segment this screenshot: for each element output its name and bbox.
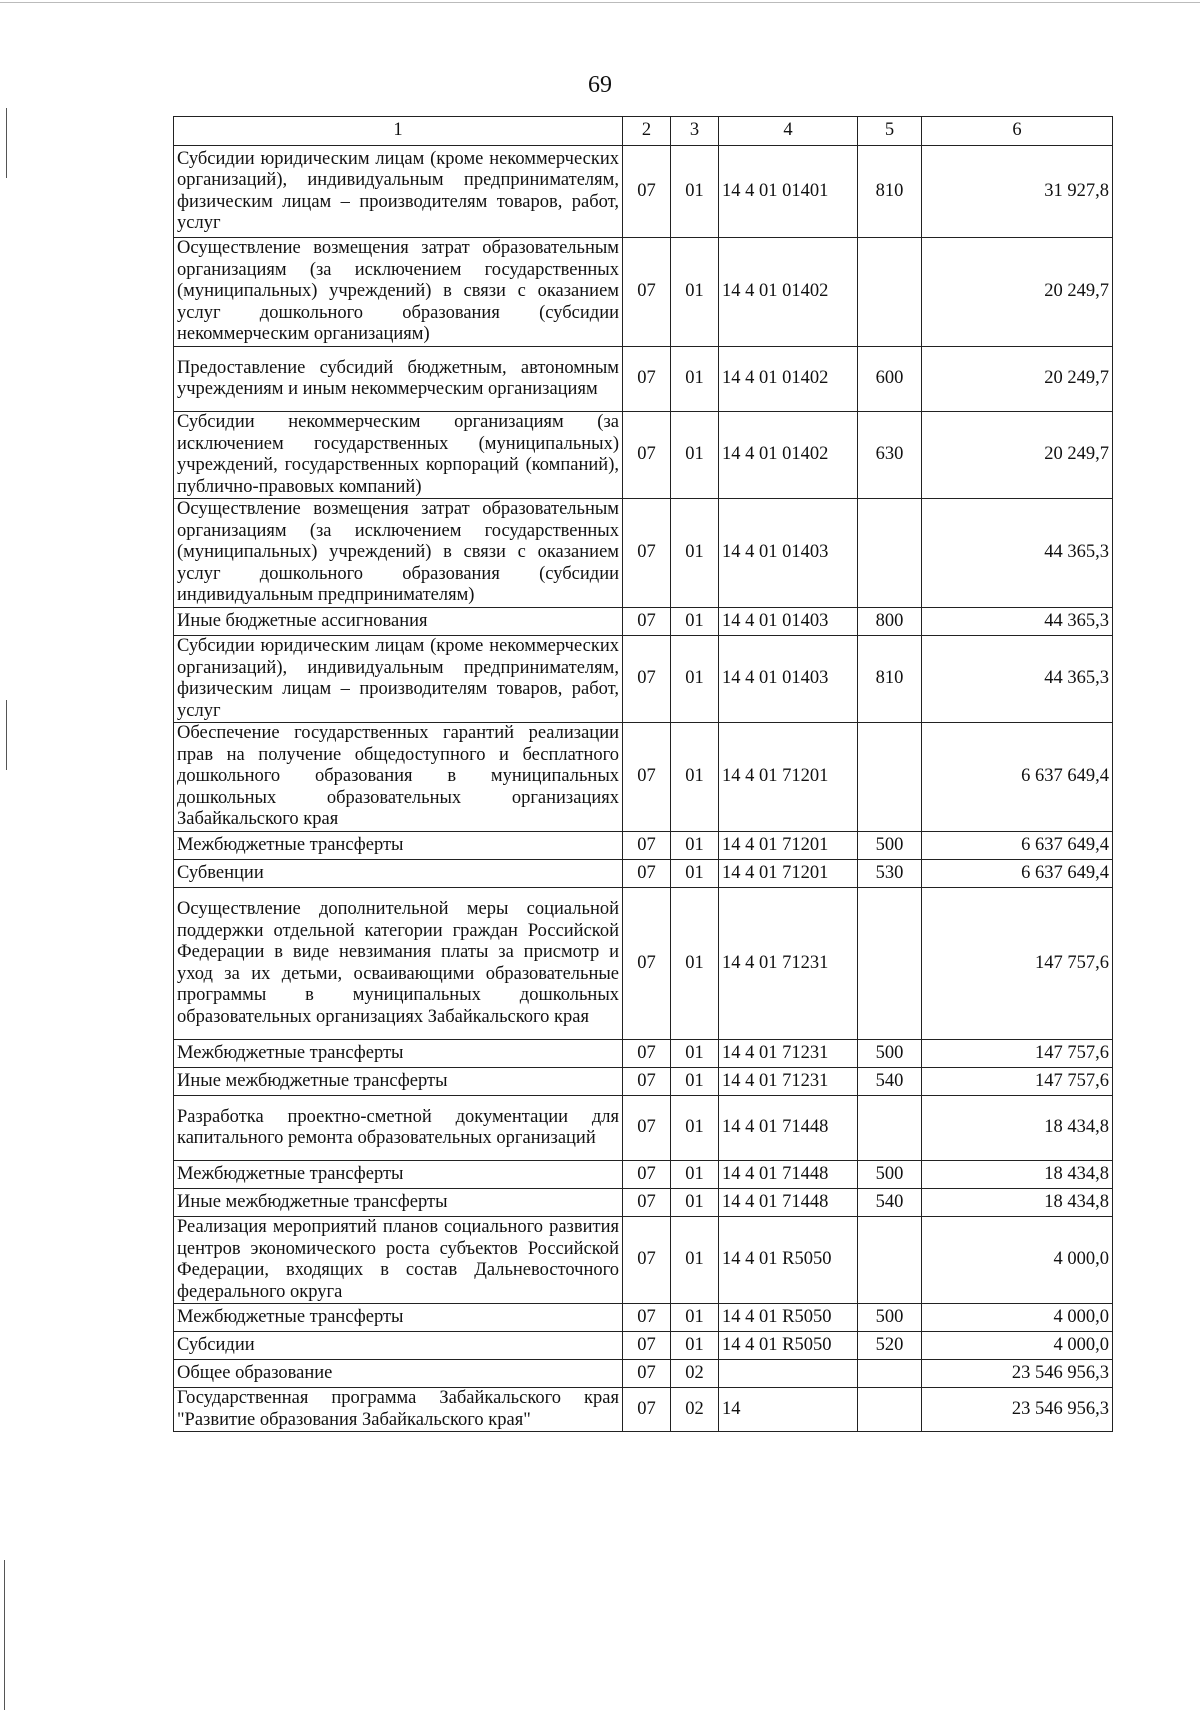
target-article-cell: 14 4 01 71448 xyxy=(719,1096,858,1161)
target-article-cell: 14 4 01 01403 xyxy=(719,636,858,723)
amount-cell: 18 434,8 xyxy=(922,1161,1113,1189)
section-code-cell: 07 xyxy=(623,860,671,888)
amount-cell: 147 757,6 xyxy=(922,888,1113,1040)
table-row xyxy=(174,499,1113,608)
target-article-cell: 14 4 01 71201 xyxy=(719,832,858,860)
page-number: 69 xyxy=(588,72,612,98)
amount-cell: 20 249,7 xyxy=(922,412,1113,499)
amount-cell: 147 757,6 xyxy=(922,1040,1113,1068)
target-article-cell: 14 4 01 R5050 xyxy=(719,1332,858,1360)
table-row xyxy=(174,1040,1113,1068)
table-row xyxy=(174,860,1113,888)
section-code-cell: 07 xyxy=(623,1161,671,1189)
target-article-cell xyxy=(719,1360,858,1388)
subsection-code-cell: 01 xyxy=(671,412,719,499)
table-row xyxy=(174,146,1113,238)
section-code-cell: 07 xyxy=(623,1189,671,1217)
expense-type-cell xyxy=(858,1360,922,1388)
subsection-code-cell: 01 xyxy=(671,347,719,412)
header-cell: 1 xyxy=(174,117,623,146)
amount-cell: 6 637 649,4 xyxy=(922,723,1113,832)
subsection-code-cell: 01 xyxy=(671,608,719,636)
subsection-code-cell: 01 xyxy=(671,1068,719,1096)
amount-cell: 20 249,7 xyxy=(922,347,1113,412)
table-row xyxy=(174,1189,1113,1217)
expense-type-cell xyxy=(858,1217,922,1304)
section-code-cell: 07 xyxy=(623,499,671,608)
row-name-cell: Предоставление субсидий бюджетным, автономным учреждениям и иным некоммерческим организациям xyxy=(174,347,623,412)
scan-top-edge xyxy=(0,2,1200,3)
section-code-cell: 07 xyxy=(623,1388,671,1432)
table-row xyxy=(174,1068,1113,1096)
target-article-cell: 14 4 01 R5050 xyxy=(719,1217,858,1304)
subsection-code-cell: 01 xyxy=(671,1096,719,1161)
amount-cell: 18 434,8 xyxy=(922,1096,1113,1161)
section-code-cell: 07 xyxy=(623,1304,671,1332)
row-name-cell: Субвенции xyxy=(174,860,623,888)
target-article-cell: 14 4 01 71231 xyxy=(719,1068,858,1096)
section-code-cell: 07 xyxy=(623,1096,671,1161)
expense-type-cell: 500 xyxy=(858,1161,922,1189)
section-code-cell: 07 xyxy=(623,1217,671,1304)
header-cell: 3 xyxy=(671,117,719,146)
row-name-cell: Иные бюджетные ассигнования xyxy=(174,608,623,636)
expense-type-cell: 530 xyxy=(858,860,922,888)
row-name-cell: Реализация мероприятий планов социального развития центров экономического роста субъектов Российской Федерации, входящих в состав Дальневосточного федерального округа xyxy=(174,1217,623,1304)
expense-type-cell xyxy=(858,888,922,1040)
header-cell: 4 xyxy=(719,117,858,146)
expense-type-cell: 800 xyxy=(858,608,922,636)
table-header-row xyxy=(174,117,1113,146)
expense-type-cell xyxy=(858,499,922,608)
expense-type-cell: 810 xyxy=(858,636,922,723)
section-code-cell: 07 xyxy=(623,347,671,412)
subsection-code-cell: 01 xyxy=(671,146,719,238)
scan-margin-mark xyxy=(6,700,7,770)
expense-type-cell xyxy=(858,1096,922,1161)
target-article-cell: 14 4 01 71231 xyxy=(719,1040,858,1068)
expense-type-cell: 810 xyxy=(858,146,922,238)
table-row xyxy=(174,1304,1113,1332)
row-name-cell: Осуществление дополнительной меры социальной поддержки отдельной категории граждан Российской Федерации в виде невзимания платы за присмотр и уход за их детьми, осваивающими образовательные программы в муниципальных дошкольных образовательных организациях Забайкальского края xyxy=(174,888,623,1040)
section-code-cell: 07 xyxy=(623,1068,671,1096)
section-code-cell: 07 xyxy=(623,636,671,723)
table-row xyxy=(174,238,1113,347)
target-article-cell: 14 4 01 01403 xyxy=(719,608,858,636)
subsection-code-cell: 01 xyxy=(671,1189,719,1217)
row-name-cell: Иные межбюджетные трансферты xyxy=(174,1068,623,1096)
target-article-cell: 14 4 01 01402 xyxy=(719,238,858,347)
section-code-cell: 07 xyxy=(623,608,671,636)
target-article-cell: 14 4 01 01402 xyxy=(719,347,858,412)
expense-type-cell: 500 xyxy=(858,832,922,860)
target-article-cell: 14 4 01 R5050 xyxy=(719,1304,858,1332)
section-code-cell: 07 xyxy=(623,723,671,832)
header-cell: 5 xyxy=(858,117,922,146)
table-row xyxy=(174,1217,1113,1304)
subsection-code-cell: 01 xyxy=(671,1161,719,1189)
table-row xyxy=(174,636,1113,723)
row-name-cell: Разработка проектно-сметной документации для капитального ремонта образовательных организаций xyxy=(174,1096,623,1161)
target-article-cell: 14 4 01 01403 xyxy=(719,499,858,608)
row-name-cell: Межбюджетные трансферты xyxy=(174,1304,623,1332)
amount-cell: 44 365,3 xyxy=(922,608,1113,636)
target-article-cell: 14 4 01 71448 xyxy=(719,1161,858,1189)
amount-cell: 6 637 649,4 xyxy=(922,860,1113,888)
subsection-code-cell: 01 xyxy=(671,1040,719,1068)
subsection-code-cell: 01 xyxy=(671,888,719,1040)
row-name-cell: Общее образование xyxy=(174,1360,623,1388)
section-code-cell: 07 xyxy=(623,412,671,499)
row-name-cell: Осуществление возмещения затрат образовательным организациям (за исключением государственных (муниципальных) учреждений) в связи с оказанием услуг дошкольного образования (субсидии индивидуальным предпринимателям) xyxy=(174,499,623,608)
amount-cell: 18 434,8 xyxy=(922,1189,1113,1217)
target-article-cell: 14 4 01 71201 xyxy=(719,723,858,832)
amount-cell: 147 757,6 xyxy=(922,1068,1113,1096)
scan-margin-mark xyxy=(6,108,7,178)
row-name-cell: Межбюджетные трансферты xyxy=(174,1040,623,1068)
subsection-code-cell: 01 xyxy=(671,1332,719,1360)
amount-cell: 23 546 956,3 xyxy=(922,1388,1113,1432)
amount-cell: 4 000,0 xyxy=(922,1217,1113,1304)
row-name-cell: Субсидии юридическим лицам (кроме некоммерческих организаций), индивидуальным предпринимателям, физическим лицам – производителям товаров, работ, услуг xyxy=(174,636,623,723)
row-name-cell: Субсидии xyxy=(174,1332,623,1360)
subsection-code-cell: 01 xyxy=(671,1304,719,1332)
subsection-code-cell: 01 xyxy=(671,832,719,860)
amount-cell: 44 365,3 xyxy=(922,636,1113,723)
expense-type-cell: 600 xyxy=(858,347,922,412)
target-article-cell: 14 4 01 71231 xyxy=(719,888,858,1040)
section-code-cell: 07 xyxy=(623,238,671,347)
subsection-code-cell: 02 xyxy=(671,1360,719,1388)
expense-type-cell: 540 xyxy=(858,1068,922,1096)
expense-type-cell: 540 xyxy=(858,1189,922,1217)
subsection-code-cell: 01 xyxy=(671,1217,719,1304)
row-name-cell: Иные межбюджетные трансферты xyxy=(174,1189,623,1217)
expense-type-cell: 500 xyxy=(858,1304,922,1332)
section-code-cell: 07 xyxy=(623,1040,671,1068)
amount-cell: 23 546 956,3 xyxy=(922,1360,1113,1388)
table-row xyxy=(174,723,1113,832)
table-row xyxy=(174,1388,1113,1432)
table-row xyxy=(174,888,1113,1040)
target-article-cell: 14 4 01 71201 xyxy=(719,860,858,888)
amount-cell: 6 637 649,4 xyxy=(922,832,1113,860)
scan-margin-mark xyxy=(4,1560,5,1710)
subsection-code-cell: 01 xyxy=(671,499,719,608)
subsection-code-cell: 01 xyxy=(671,238,719,347)
target-article-cell: 14 xyxy=(719,1388,858,1432)
row-name-cell: Государственная программа Забайкальского края "Развитие образования Забайкальского края" xyxy=(174,1388,623,1432)
row-name-cell: Межбюджетные трансферты xyxy=(174,832,623,860)
target-article-cell: 14 4 01 71448 xyxy=(719,1189,858,1217)
amount-cell: 20 249,7 xyxy=(922,238,1113,347)
row-name-cell: Субсидии юридическим лицам (кроме некоммерческих организаций), индивидуальным предпринимателям, физическим лицам – производителям товаров, работ, услуг xyxy=(174,146,623,238)
row-name-cell: Обеспечение государственных гарантий реализации прав на получение общедоступного и бесплатного дошкольного образования в муниципальных дошкольных образовательных организациях Забайкальского края xyxy=(174,723,623,832)
table-row xyxy=(174,1360,1113,1388)
subsection-code-cell: 02 xyxy=(671,1388,719,1432)
subsection-code-cell: 01 xyxy=(671,723,719,832)
row-name-cell: Осуществление возмещения затрат образовательным организациям (за исключением государственных (муниципальных) учреждений) в связи с оказанием услуг дошкольного образования (субсидии некоммерческим организациям) xyxy=(174,238,623,347)
table-row xyxy=(174,832,1113,860)
target-article-cell: 14 4 01 01401 xyxy=(719,146,858,238)
row-name-cell: Межбюджетные трансферты xyxy=(174,1161,623,1189)
header-cell: 2 xyxy=(623,117,671,146)
table-row xyxy=(174,1332,1113,1360)
header-cell: 6 xyxy=(922,117,1113,146)
section-code-cell: 07 xyxy=(623,146,671,238)
amount-cell: 4 000,0 xyxy=(922,1304,1113,1332)
table-row xyxy=(174,608,1113,636)
subsection-code-cell: 01 xyxy=(671,636,719,723)
budget-table xyxy=(173,116,1113,1432)
table-row xyxy=(174,412,1113,499)
amount-cell: 4 000,0 xyxy=(922,1332,1113,1360)
expense-type-cell xyxy=(858,1388,922,1432)
expense-type-cell: 630 xyxy=(858,412,922,499)
amount-cell: 44 365,3 xyxy=(922,499,1113,608)
table-row xyxy=(174,1096,1113,1161)
table-row xyxy=(174,1161,1113,1189)
expense-type-cell xyxy=(858,723,922,832)
expense-type-cell: 500 xyxy=(858,1040,922,1068)
section-code-cell: 07 xyxy=(623,1332,671,1360)
table-row xyxy=(174,347,1113,412)
section-code-cell: 07 xyxy=(623,832,671,860)
expense-type-cell xyxy=(858,238,922,347)
section-code-cell: 07 xyxy=(623,1360,671,1388)
subsection-code-cell: 01 xyxy=(671,860,719,888)
amount-cell: 31 927,8 xyxy=(922,146,1113,238)
section-code-cell: 07 xyxy=(623,888,671,1040)
target-article-cell: 14 4 01 01402 xyxy=(719,412,858,499)
row-name-cell: Субсидии некоммерческим организациям (за исключением государственных (муниципальных) учреждений, государственных корпораций (компаний), публично-правовых компаний) xyxy=(174,412,623,499)
expense-type-cell: 520 xyxy=(858,1332,922,1360)
